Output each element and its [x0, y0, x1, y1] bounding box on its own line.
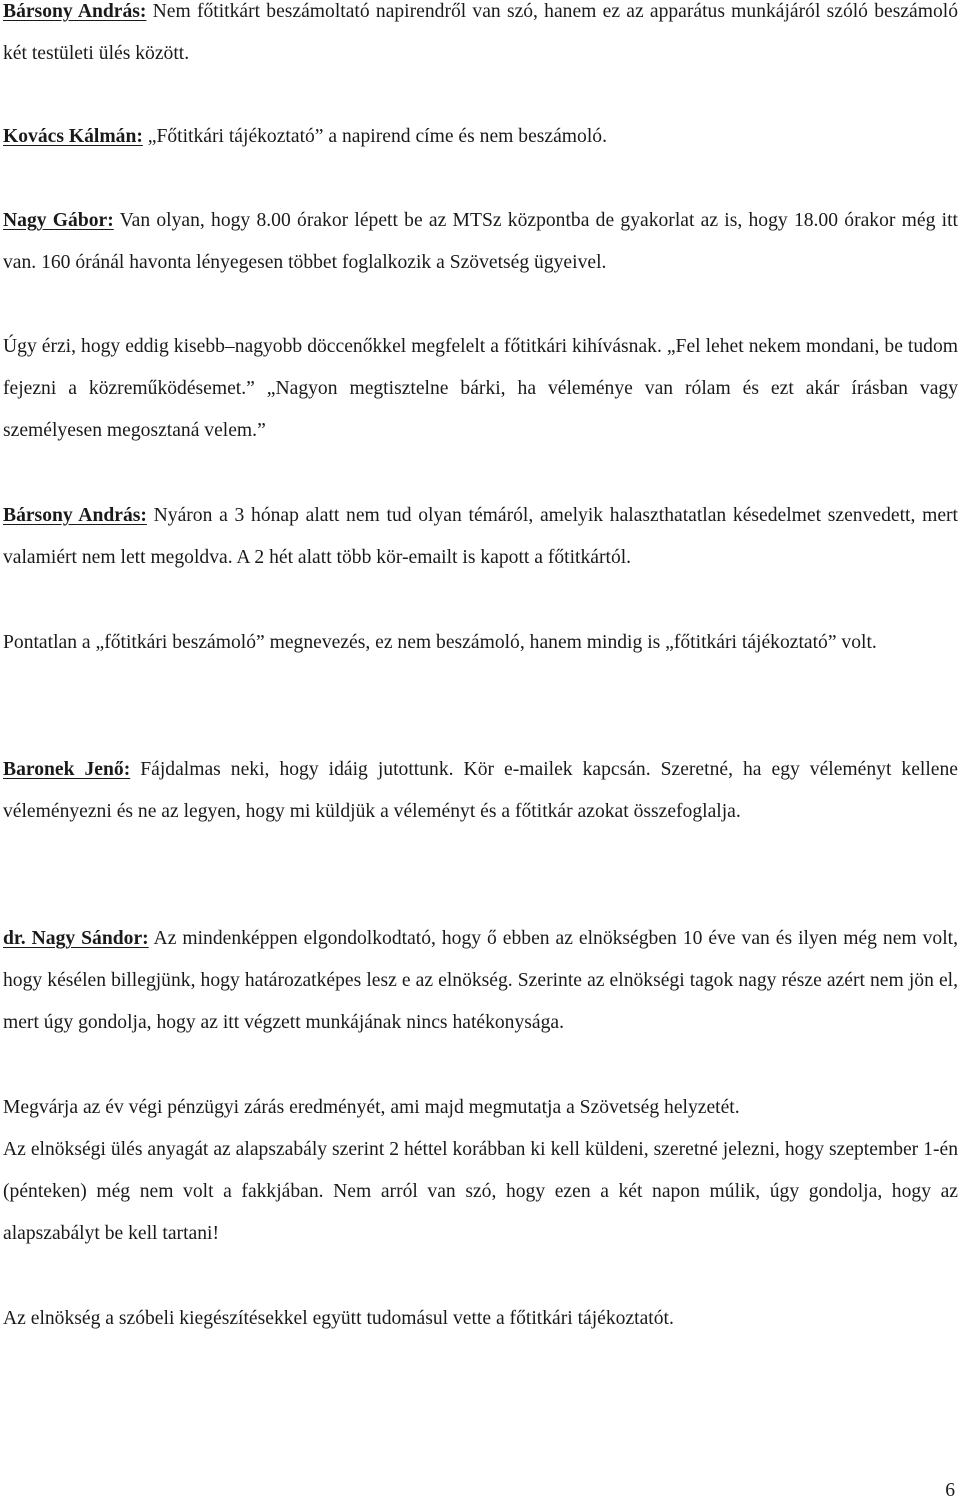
paragraph-text: Van olyan, hogy 8.00 órakor lépett be az MTSz központba de gyakorlat az is, hogy 18.00 órakor még itt van. 160 óránál havonta lényegesen többet foglalkozik a Szövetség ügyeivel. — [3, 210, 958, 273]
paragraph-nagy-sandor — [3, 918, 958, 1044]
paragraph-text: Megvárja az év végi pénzügyi zárás eredményét, ami majd megmutatja a Szövetség helyzetét. — [3, 1097, 740, 1118]
paragraph-baronek — [3, 749, 958, 833]
page-number: 6 — [945, 1480, 955, 1501]
paragraph-text: Nyáron a 3 hónap alatt nem tud olyan témáról, amelyik halaszthatatlan késedelmet szenvedett, mert valamiért nem lett megoldva. A 2 hét alatt több kör-emailt is kapott a főtitkártól. — [3, 505, 958, 568]
paragraph-barsony-1 — [3, 0, 958, 75]
paragraph-conclusion — [3, 1298, 958, 1340]
paragraph-text: Az elnökség a szóbeli kiegészítésekkel együtt tudomásul vette a főtitkári tájékoztatót. — [3, 1308, 674, 1329]
speaker-name: Baronek Jenő: — [3, 759, 131, 780]
paragraph-nagy-gabor-cont — [3, 326, 958, 452]
paragraph-text: Pontatlan a „főtitkári beszámoló” megnevezés, ez nem beszámoló, hanem mindig is „főtitkári tájékoztató” volt. — [3, 632, 877, 653]
speaker-name: Bársony András: — [3, 505, 147, 526]
paragraph-text: Nem főtitkárt beszámoltató napirendről van szó, hanem ez az apparátus munkájáról szóló beszámoló két testületi ülés között. — [3, 1, 958, 64]
paragraph-text: Fájdalmas neki, hogy idáig jutottunk. Kör e-mailek kapcsán. Szeretné, ha egy véleményt kellene véleményezni és ne az legyen, hogy mi küldjük a véleményt és a főtitkár azokat összefoglalja. — [3, 759, 959, 822]
paragraph-text: Az mindenképpen elgondolkodtató, hogy ő ebben az elnökségben 10 éve van és ilyen még nem volt, hogy késélen billegjünk, hogy határozatképes lesz e az elnökség. Szerinte az elnökségi tagok nagy része azért nem jön el, mert úgy gondolja, hogy az itt végzett munkájának nincs hatékonysága. — [3, 928, 958, 1033]
paragraph-barsony-2-cont — [3, 622, 958, 664]
speaker-name: Nagy Gábor: — [3, 210, 114, 231]
paragraph-barsony-2 — [3, 495, 958, 579]
speaker-name: Bársony András: — [3, 1, 147, 22]
paragraph-text: „Főtitkári tájékoztató” a napirend címe és nem beszámoló. — [142, 126, 607, 147]
paragraph-kovacs — [3, 116, 958, 158]
paragraph-nagy-gabor — [3, 200, 958, 284]
paragraph-nagy-sandor-cont-2 — [3, 1129, 958, 1255]
speaker-name: dr. Nagy Sándor: — [3, 928, 149, 949]
speaker-name: Kovács Kálmán: — [3, 126, 143, 147]
paragraph-text: Az elnökségi ülés anyagát az alapszabály szerint 2 héttel korábban ki kell küldeni, szeretné jelezni, hogy szeptember 1-én (pénteken) még nem volt a fakkjában. Nem arról van szó, hogy ezen a két napon múlik, úgy gondolja, hogy az alapszabályt be kell tartani! — [3, 1139, 958, 1244]
paragraph-nagy-sandor-cont-1 — [3, 1087, 958, 1129]
paragraph-text: Úgy érzi, hogy eddig kisebb–nagyobb döccenőkkel megfelelt a főtitkári kihívásnak. „Fel lehet nekem mondani, be tudom fejezni a közreműködésemet.” „Nagyon megtisztelne bárki, ha véleménye van rólam és ezt akár írásban vagy személyesen megosztaná velem.” — [3, 336, 958, 441]
